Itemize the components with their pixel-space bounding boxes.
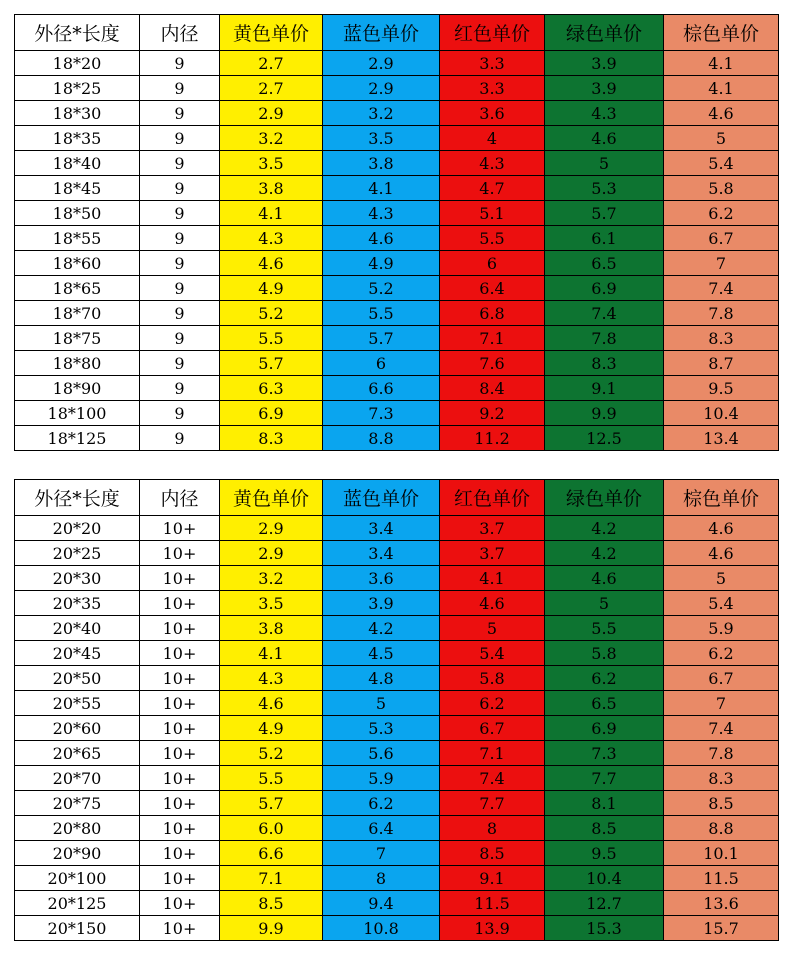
table-row bbox=[15, 51, 779, 76]
size-cell: 18*100 bbox=[15, 401, 140, 426]
green-price-cell: 7.8 bbox=[545, 326, 664, 351]
table-row bbox=[15, 326, 779, 351]
header-size: 外径*长度 bbox=[15, 15, 140, 51]
table-row bbox=[15, 226, 779, 251]
blue-price-cell: 2.9 bbox=[323, 76, 440, 101]
brown-price-cell: 8.8 bbox=[664, 816, 779, 841]
red-price-cell: 7.4 bbox=[440, 766, 545, 791]
inner-diameter-cell: 10+ bbox=[140, 566, 220, 591]
red-price-cell: 11.2 bbox=[440, 426, 545, 451]
brown-price-cell: 5 bbox=[664, 126, 779, 151]
blue-price-cell: 4.9 bbox=[323, 251, 440, 276]
brown-price-cell: 7 bbox=[664, 251, 779, 276]
size-cell: 20*20 bbox=[15, 516, 140, 541]
size-cell: 20*150 bbox=[15, 916, 140, 941]
green-price-cell: 9.9 bbox=[545, 401, 664, 426]
blue-price-cell: 4.1 bbox=[323, 176, 440, 201]
blue-price-cell: 8 bbox=[323, 866, 440, 891]
size-cell: 20*90 bbox=[15, 841, 140, 866]
green-price-cell: 3.9 bbox=[545, 51, 664, 76]
size-cell: 20*100 bbox=[15, 866, 140, 891]
price-table-20 bbox=[14, 479, 779, 941]
inner-diameter-cell: 10+ bbox=[140, 716, 220, 741]
inner-diameter-cell: 9 bbox=[140, 251, 220, 276]
size-cell: 18*45 bbox=[15, 176, 140, 201]
green-price-cell: 8.5 bbox=[545, 816, 664, 841]
table-row bbox=[15, 351, 779, 376]
yellow-price-cell: 4.6 bbox=[220, 251, 323, 276]
table-row bbox=[15, 616, 779, 641]
brown-price-cell: 4.6 bbox=[664, 516, 779, 541]
table-row bbox=[15, 741, 779, 766]
brown-price-cell: 4.1 bbox=[664, 76, 779, 101]
brown-price-cell: 7.4 bbox=[664, 716, 779, 741]
yellow-price-cell: 9.9 bbox=[220, 916, 323, 941]
brown-price-cell: 5 bbox=[664, 566, 779, 591]
header-brown-price: 棕色单价 bbox=[664, 15, 779, 51]
yellow-price-cell: 2.9 bbox=[220, 541, 323, 566]
brown-price-cell: 6.7 bbox=[664, 226, 779, 251]
size-cell: 18*30 bbox=[15, 101, 140, 126]
blue-price-cell: 5.6 bbox=[323, 741, 440, 766]
inner-diameter-cell: 9 bbox=[140, 151, 220, 176]
blue-price-cell: 5.3 bbox=[323, 716, 440, 741]
table-row bbox=[15, 866, 779, 891]
inner-diameter-cell: 10+ bbox=[140, 591, 220, 616]
table-row bbox=[15, 276, 779, 301]
size-cell: 20*60 bbox=[15, 716, 140, 741]
blue-price-cell: 3.4 bbox=[323, 541, 440, 566]
red-price-cell: 9.2 bbox=[440, 401, 545, 426]
yellow-price-cell: 5.7 bbox=[220, 351, 323, 376]
table-row bbox=[15, 151, 779, 176]
blue-price-cell: 7.3 bbox=[323, 401, 440, 426]
green-price-cell: 3.9 bbox=[545, 76, 664, 101]
blue-price-cell: 7 bbox=[323, 841, 440, 866]
red-price-cell: 3.7 bbox=[440, 516, 545, 541]
inner-diameter-cell: 9 bbox=[140, 226, 220, 251]
size-cell: 18*80 bbox=[15, 351, 140, 376]
table-header-row bbox=[15, 480, 779, 516]
brown-price-cell: 7 bbox=[664, 691, 779, 716]
table-row bbox=[15, 301, 779, 326]
yellow-price-cell: 2.7 bbox=[220, 51, 323, 76]
red-price-cell: 3.3 bbox=[440, 51, 545, 76]
yellow-price-cell: 4.6 bbox=[220, 691, 323, 716]
green-price-cell: 12.7 bbox=[545, 891, 664, 916]
size-cell: 18*35 bbox=[15, 126, 140, 151]
blue-price-cell: 3.2 bbox=[323, 101, 440, 126]
yellow-price-cell: 5.5 bbox=[220, 326, 323, 351]
green-price-cell: 6.1 bbox=[545, 226, 664, 251]
table-row bbox=[15, 176, 779, 201]
blue-price-cell: 6.6 bbox=[323, 376, 440, 401]
inner-diameter-cell: 10+ bbox=[140, 666, 220, 691]
inner-diameter-cell: 9 bbox=[140, 276, 220, 301]
size-cell: 20*35 bbox=[15, 591, 140, 616]
table-row bbox=[15, 691, 779, 716]
inner-diameter-cell: 9 bbox=[140, 301, 220, 326]
table-row bbox=[15, 766, 779, 791]
inner-diameter-cell: 9 bbox=[140, 351, 220, 376]
inner-diameter-cell: 10+ bbox=[140, 691, 220, 716]
green-price-cell: 5 bbox=[545, 151, 664, 176]
yellow-price-cell: 7.1 bbox=[220, 866, 323, 891]
brown-price-cell: 7.8 bbox=[664, 741, 779, 766]
table-row bbox=[15, 891, 779, 916]
size-cell: 20*125 bbox=[15, 891, 140, 916]
header-green-price: 绿色单价 bbox=[545, 15, 664, 51]
yellow-price-cell: 2.9 bbox=[220, 101, 323, 126]
size-cell: 20*25 bbox=[15, 541, 140, 566]
inner-diameter-cell: 9 bbox=[140, 376, 220, 401]
blue-price-cell: 3.4 bbox=[323, 516, 440, 541]
brown-price-cell: 4.6 bbox=[664, 101, 779, 126]
red-price-cell: 9.1 bbox=[440, 866, 545, 891]
green-price-cell: 7.4 bbox=[545, 301, 664, 326]
brown-price-cell: 10.1 bbox=[664, 841, 779, 866]
table-row bbox=[15, 566, 779, 591]
size-cell: 20*45 bbox=[15, 641, 140, 666]
header-inner-diameter: 内径 bbox=[140, 480, 220, 516]
inner-diameter-cell: 9 bbox=[140, 176, 220, 201]
green-price-cell: 15.3 bbox=[545, 916, 664, 941]
table-row bbox=[15, 201, 779, 226]
red-price-cell: 6 bbox=[440, 251, 545, 276]
red-price-cell: 7.1 bbox=[440, 741, 545, 766]
brown-price-cell: 8.5 bbox=[664, 791, 779, 816]
inner-diameter-cell: 10+ bbox=[140, 891, 220, 916]
size-cell: 18*125 bbox=[15, 426, 140, 451]
table-row bbox=[15, 916, 779, 941]
green-price-cell: 5.3 bbox=[545, 176, 664, 201]
brown-price-cell: 6.2 bbox=[664, 201, 779, 226]
size-cell: 18*25 bbox=[15, 76, 140, 101]
red-price-cell: 4.7 bbox=[440, 176, 545, 201]
inner-diameter-cell: 9 bbox=[140, 101, 220, 126]
red-price-cell: 5.5 bbox=[440, 226, 545, 251]
size-cell: 18*60 bbox=[15, 251, 140, 276]
brown-price-cell: 13.6 bbox=[664, 891, 779, 916]
table-row bbox=[15, 591, 779, 616]
red-price-cell: 6.7 bbox=[440, 716, 545, 741]
blue-price-cell: 2.9 bbox=[323, 51, 440, 76]
red-price-cell: 5.8 bbox=[440, 666, 545, 691]
brown-price-cell: 9.5 bbox=[664, 376, 779, 401]
inner-diameter-cell: 9 bbox=[140, 401, 220, 426]
inner-diameter-cell: 10+ bbox=[140, 541, 220, 566]
green-price-cell: 9.5 bbox=[545, 841, 664, 866]
blue-price-cell: 6 bbox=[323, 351, 440, 376]
table-row bbox=[15, 126, 779, 151]
red-price-cell: 7.6 bbox=[440, 351, 545, 376]
red-price-cell: 5.1 bbox=[440, 201, 545, 226]
table-row bbox=[15, 791, 779, 816]
table-row bbox=[15, 101, 779, 126]
size-cell: 18*20 bbox=[15, 51, 140, 76]
brown-price-cell: 6.2 bbox=[664, 641, 779, 666]
green-price-cell: 6.5 bbox=[545, 251, 664, 276]
blue-price-cell: 9.4 bbox=[323, 891, 440, 916]
yellow-price-cell: 3.2 bbox=[220, 566, 323, 591]
header-size: 外径*长度 bbox=[15, 480, 140, 516]
brown-price-cell: 15.7 bbox=[664, 916, 779, 941]
size-cell: 18*75 bbox=[15, 326, 140, 351]
blue-price-cell: 10.8 bbox=[323, 916, 440, 941]
yellow-price-cell: 6.0 bbox=[220, 816, 323, 841]
red-price-cell: 5 bbox=[440, 616, 545, 641]
brown-price-cell: 4.6 bbox=[664, 541, 779, 566]
size-cell: 20*75 bbox=[15, 791, 140, 816]
header-red-price: 红色单价 bbox=[440, 15, 545, 51]
yellow-price-cell: 4.3 bbox=[220, 666, 323, 691]
red-price-cell: 4.6 bbox=[440, 591, 545, 616]
size-cell: 18*40 bbox=[15, 151, 140, 176]
blue-price-cell: 3.9 bbox=[323, 591, 440, 616]
size-cell: 20*40 bbox=[15, 616, 140, 641]
yellow-price-cell: 6.9 bbox=[220, 401, 323, 426]
red-price-cell: 6.8 bbox=[440, 301, 545, 326]
size-cell: 18*90 bbox=[15, 376, 140, 401]
brown-price-cell: 5.4 bbox=[664, 591, 779, 616]
blue-price-cell: 4.6 bbox=[323, 226, 440, 251]
inner-diameter-cell: 9 bbox=[140, 201, 220, 226]
yellow-price-cell: 5.5 bbox=[220, 766, 323, 791]
blue-price-cell: 4.2 bbox=[323, 616, 440, 641]
green-price-cell: 8.3 bbox=[545, 351, 664, 376]
yellow-price-cell: 6.6 bbox=[220, 841, 323, 866]
table-row bbox=[15, 426, 779, 451]
green-price-cell: 4.2 bbox=[545, 541, 664, 566]
size-cell: 18*70 bbox=[15, 301, 140, 326]
size-cell: 20*55 bbox=[15, 691, 140, 716]
blue-price-cell: 5.9 bbox=[323, 766, 440, 791]
inner-diameter-cell: 9 bbox=[140, 326, 220, 351]
red-price-cell: 8.5 bbox=[440, 841, 545, 866]
size-cell: 18*65 bbox=[15, 276, 140, 301]
yellow-price-cell: 5.2 bbox=[220, 301, 323, 326]
red-price-cell: 13.9 bbox=[440, 916, 545, 941]
yellow-price-cell: 4.1 bbox=[220, 201, 323, 226]
table-row bbox=[15, 641, 779, 666]
green-price-cell: 4.3 bbox=[545, 101, 664, 126]
green-price-cell: 6.9 bbox=[545, 716, 664, 741]
header-blue-price: 蓝色单价 bbox=[323, 480, 440, 516]
price-table-18 bbox=[14, 14, 779, 451]
header-yellow-price: 黄色单价 bbox=[220, 15, 323, 51]
yellow-price-cell: 4.9 bbox=[220, 716, 323, 741]
inner-diameter-cell: 10+ bbox=[140, 916, 220, 941]
brown-price-cell: 7.4 bbox=[664, 276, 779, 301]
brown-price-cell: 5.9 bbox=[664, 616, 779, 641]
inner-diameter-cell: 9 bbox=[140, 126, 220, 151]
blue-price-cell: 3.8 bbox=[323, 151, 440, 176]
brown-price-cell: 4.1 bbox=[664, 51, 779, 76]
table-row bbox=[15, 516, 779, 541]
brown-price-cell: 10.4 bbox=[664, 401, 779, 426]
blue-price-cell: 4.8 bbox=[323, 666, 440, 691]
blue-price-cell: 5.5 bbox=[323, 301, 440, 326]
table-row bbox=[15, 666, 779, 691]
yellow-price-cell: 4.3 bbox=[220, 226, 323, 251]
blue-price-cell: 4.3 bbox=[323, 201, 440, 226]
red-price-cell: 7.1 bbox=[440, 326, 545, 351]
header-inner-diameter: 内径 bbox=[140, 15, 220, 51]
red-price-cell: 6.2 bbox=[440, 691, 545, 716]
inner-diameter-cell: 10+ bbox=[140, 791, 220, 816]
green-price-cell: 5 bbox=[545, 591, 664, 616]
table-row bbox=[15, 376, 779, 401]
blue-price-cell: 8.8 bbox=[323, 426, 440, 451]
inner-diameter-cell: 10+ bbox=[140, 841, 220, 866]
table-row bbox=[15, 716, 779, 741]
inner-diameter-cell: 10+ bbox=[140, 816, 220, 841]
green-price-cell: 4.6 bbox=[545, 566, 664, 591]
brown-price-cell: 7.8 bbox=[664, 301, 779, 326]
green-price-cell: 8.1 bbox=[545, 791, 664, 816]
brown-price-cell: 6.7 bbox=[664, 666, 779, 691]
header-green-price: 绿色单价 bbox=[545, 480, 664, 516]
green-price-cell: 9.1 bbox=[545, 376, 664, 401]
table-row bbox=[15, 401, 779, 426]
table-row bbox=[15, 251, 779, 276]
green-price-cell: 7.3 bbox=[545, 741, 664, 766]
yellow-price-cell: 3.5 bbox=[220, 151, 323, 176]
size-cell: 18*55 bbox=[15, 226, 140, 251]
brown-price-cell: 8.3 bbox=[664, 766, 779, 791]
table-row bbox=[15, 816, 779, 841]
green-price-cell: 12.5 bbox=[545, 426, 664, 451]
brown-price-cell: 13.4 bbox=[664, 426, 779, 451]
yellow-price-cell: 3.5 bbox=[220, 591, 323, 616]
yellow-price-cell: 5.7 bbox=[220, 791, 323, 816]
yellow-price-cell: 5.2 bbox=[220, 741, 323, 766]
header-red-price: 红色单价 bbox=[440, 480, 545, 516]
brown-price-cell: 8.7 bbox=[664, 351, 779, 376]
red-price-cell: 3.7 bbox=[440, 541, 545, 566]
green-price-cell: 7.7 bbox=[545, 766, 664, 791]
yellow-price-cell: 6.3 bbox=[220, 376, 323, 401]
inner-diameter-cell: 10+ bbox=[140, 641, 220, 666]
red-price-cell: 4.1 bbox=[440, 566, 545, 591]
size-cell: 18*50 bbox=[15, 201, 140, 226]
yellow-price-cell: 8.5 bbox=[220, 891, 323, 916]
yellow-price-cell: 4.1 bbox=[220, 641, 323, 666]
inner-diameter-cell: 10+ bbox=[140, 516, 220, 541]
size-cell: 20*50 bbox=[15, 666, 140, 691]
green-price-cell: 6.5 bbox=[545, 691, 664, 716]
green-price-cell: 5.7 bbox=[545, 201, 664, 226]
red-price-cell: 7.7 bbox=[440, 791, 545, 816]
header-yellow-price: 黄色单价 bbox=[220, 480, 323, 516]
green-price-cell: 6.9 bbox=[545, 276, 664, 301]
red-price-cell: 6.4 bbox=[440, 276, 545, 301]
inner-diameter-cell: 9 bbox=[140, 76, 220, 101]
yellow-price-cell: 3.8 bbox=[220, 616, 323, 641]
table-row bbox=[15, 76, 779, 101]
table-header-row bbox=[15, 15, 779, 51]
brown-price-cell: 5.4 bbox=[664, 151, 779, 176]
size-cell: 20*30 bbox=[15, 566, 140, 591]
red-price-cell: 8.4 bbox=[440, 376, 545, 401]
red-price-cell: 5.4 bbox=[440, 641, 545, 666]
blue-price-cell: 6.4 bbox=[323, 816, 440, 841]
size-cell: 20*65 bbox=[15, 741, 140, 766]
yellow-price-cell: 4.9 bbox=[220, 276, 323, 301]
red-price-cell: 3.6 bbox=[440, 101, 545, 126]
yellow-price-cell: 8.3 bbox=[220, 426, 323, 451]
brown-price-cell: 8.3 bbox=[664, 326, 779, 351]
table-row bbox=[15, 841, 779, 866]
green-price-cell: 5.8 bbox=[545, 641, 664, 666]
blue-price-cell: 4.5 bbox=[323, 641, 440, 666]
yellow-price-cell: 3.2 bbox=[220, 126, 323, 151]
size-cell: 20*80 bbox=[15, 816, 140, 841]
blue-price-cell: 6.2 bbox=[323, 791, 440, 816]
inner-diameter-cell: 10+ bbox=[140, 616, 220, 641]
yellow-price-cell: 2.9 bbox=[220, 516, 323, 541]
inner-diameter-cell: 9 bbox=[140, 51, 220, 76]
green-price-cell: 4.2 bbox=[545, 516, 664, 541]
green-price-cell: 6.2 bbox=[545, 666, 664, 691]
header-blue-price: 蓝色单价 bbox=[323, 15, 440, 51]
red-price-cell: 3.3 bbox=[440, 76, 545, 101]
inner-diameter-cell: 9 bbox=[140, 426, 220, 451]
blue-price-cell: 5.7 bbox=[323, 326, 440, 351]
red-price-cell: 11.5 bbox=[440, 891, 545, 916]
size-cell: 20*70 bbox=[15, 766, 140, 791]
brown-price-cell: 5.8 bbox=[664, 176, 779, 201]
blue-price-cell: 3.5 bbox=[323, 126, 440, 151]
green-price-cell: 10.4 bbox=[545, 866, 664, 891]
blue-price-cell: 3.6 bbox=[323, 566, 440, 591]
brown-price-cell: 11.5 bbox=[664, 866, 779, 891]
header-brown-price: 棕色单价 bbox=[664, 480, 779, 516]
inner-diameter-cell: 10+ bbox=[140, 741, 220, 766]
blue-price-cell: 5.2 bbox=[323, 276, 440, 301]
green-price-cell: 5.5 bbox=[545, 616, 664, 641]
blue-price-cell: 5 bbox=[323, 691, 440, 716]
green-price-cell: 4.6 bbox=[545, 126, 664, 151]
table-row bbox=[15, 541, 779, 566]
inner-diameter-cell: 10+ bbox=[140, 866, 220, 891]
red-price-cell: 8 bbox=[440, 816, 545, 841]
inner-diameter-cell: 10+ bbox=[140, 766, 220, 791]
red-price-cell: 4 bbox=[440, 126, 545, 151]
yellow-price-cell: 2.7 bbox=[220, 76, 323, 101]
red-price-cell: 4.3 bbox=[440, 151, 545, 176]
yellow-price-cell: 3.8 bbox=[220, 176, 323, 201]
